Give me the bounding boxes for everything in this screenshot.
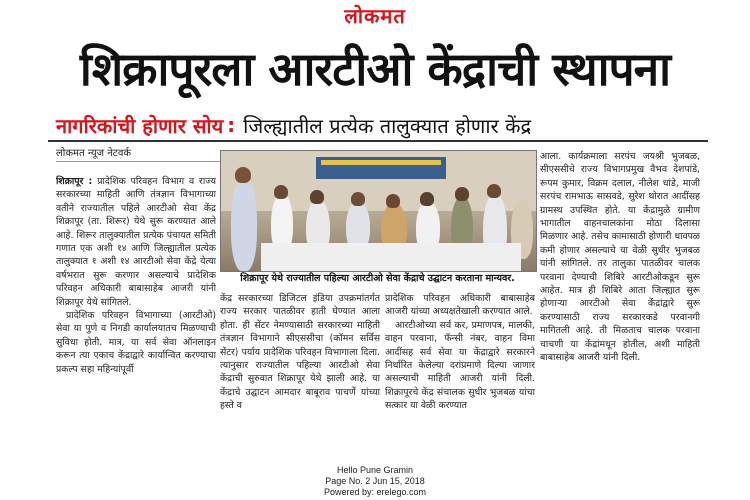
article-column-3 — [385, 292, 535, 472]
event-photo — [220, 150, 537, 272]
article-paragraph: केंद्र सरकारच्या डिजिटल इंडिया उपक्रमांतर्गत राज्य सरकार पातळीवर हाती घेण्यात आला होता. ही सेंटर नेमण्यासाठी सरकारच्या माहिती तंत्रज्ञान विभागाने सीएससीचा (कॉमन सर्विस सेंटर) पर्याय प्रादेशिक परिवहन विभागाला दिला. त्यानुसार राज्यातील पहिल्या आरटीओ सेवा केंद्राची सुरुवात शिक्रापूर येथे झाली आहे. या केंद्राचे उद्घाटन आमदार बाबूराव पाचर्णे यांच्या हस्ते व — [220, 293, 380, 412]
subhead-deck: जिल्ह्यातील प्रत्येक तालुक्यात होणार केंद्र — [243, 113, 532, 138]
subheadline — [56, 110, 706, 140]
footer-publication: Hello Pune Gramin — [336, 465, 414, 475]
article-paragraph: प्रादेशिक परिवहन अधिकारी बाबासाहेब आजरी यांच्या अध्यक्षतेखाली करण्यात आले. — [385, 293, 535, 318]
masthead — [0, 0, 750, 30]
article-column-1 — [56, 175, 216, 475]
article-paragraph: शिक्रापूर : प्रादेशिक परिवहन विभाग व राज्य सरकारच्या माहिती आणि तंत्रज्ञान विभागाच्या वतीने राज्यातील पहिले आरटीओ सेवा केंद्र शिक्रापूर (ता. शिरूर) येथे सुरू करण्यात आले आहे. शिरूर तालुक्यातील प्रत्येक पंचायत समिती गणात एक अशी १४ आणि जिल्ह्यातील प्रत्येक तालुक्यात १ अशी १४ आरटीओ सेवा केंद्रे येत्या वर्षभरात सुरू करणार असल्याचे प्रादेशिक परिवहन अधिकारी बाबासाहेब आजरी यांनी शिक्रापूर येथे सांगितले. — [56, 176, 216, 308]
subhead-kicker: नागरिकांची होणार सोय — [56, 113, 224, 138]
article-paragraph: आला. कार्यक्रमाला सरपंच जयश्री भुजबळ, सीएससीचे राज्य विभागप्रमुख वैभव देशपांडे, रूपम कुमार, विक्रम दलाल, नीलेश धांडे, माजी सरपंच रामभाऊ सासवडे, सुरेश थोरात आदींसह ग्रामस्थ उपस्थित होते. या केंद्रामुळे ग्रामीण भागातील वाहनचालकांना मोठा दिलासा मिळणार आहे. तसेच कामासाठी होणारी धावपळ कमी होणार असल्याचे या वेळी सुधीर भुजबळ यांनी सांगितले. तर तालुका पातळीवर चालक परवाना देण्याची शिबिरे आरटीओकडून सुरू आहेत. मात्र ही शिबिरे आता जिल्ह्यात सुरू होणाऱ्या आरटीओ सेवा केंद्रांद्वारे सुरू करण्यासाठी राज्य सरकारकडे परवानगी मागितली आहे. ती मिळताच चालक परवाना चाचणी या केंद्रांमधून होतील, अशी माहिती बाबासाहेब आजरी यांनी दिली. — [540, 151, 700, 364]
article-paragraph: आरटीओच्या सर्व कर, प्रमाणपत्र, मालकी, वाहन परवाना, फॅन्सी नंबर, वाहन विमा आदींसह सर्व सेवा या केंद्राद्वारे सरकारने निर्धारित केलेल्या दरांप्रमाणे दिल्या जाणार असल्याची माहिती आजरी यांनी दिली. शिक्रापूरचे केंद्र संचालक सुधीर भुजबळ यांचा सत्कार या वेळी करण्यात — [385, 319, 535, 412]
byline: लोकमत न्यूज नेटवर्क — [56, 145, 226, 162]
article-paragraph: प्रादेशिक परिवहन विभागाच्या (आरटीओ) सेवा या पुणे व निगडी कार्यालयातच मिळण्याची सुविधा होती. मात्र, या सर्व सेवा ऑनलाइन करून त्या एकाच केंद्राद्वारे कार्यान्वित करण्याचा प्रकल्प सहा महिन्यांपूर्वी — [56, 310, 216, 375]
subhead-separator: : — [227, 113, 236, 137]
headline-rule — [48, 140, 708, 142]
headline: शिक्रापूरला आरटीओ केंद्राची स्थापना — [79, 42, 671, 96]
article-column-4 — [540, 150, 700, 470]
footer-powered-by: Powered by: erelego.com — [323, 487, 427, 497]
page-footer — [250, 465, 500, 500]
newspaper-logo: लोकमत — [344, 3, 406, 28]
article-column-2 — [220, 292, 380, 472]
dateline: शिक्रापूर : — [56, 176, 93, 187]
photo-caption: शिक्रापूर येथे राज्यातील पहिल्या आरटीओ सेवा केंद्राचे उद्घाटन करताना मान्यवर. — [240, 273, 515, 284]
footer-page-date: Page No. 2 Jun 15, 2018 — [325, 476, 425, 486]
